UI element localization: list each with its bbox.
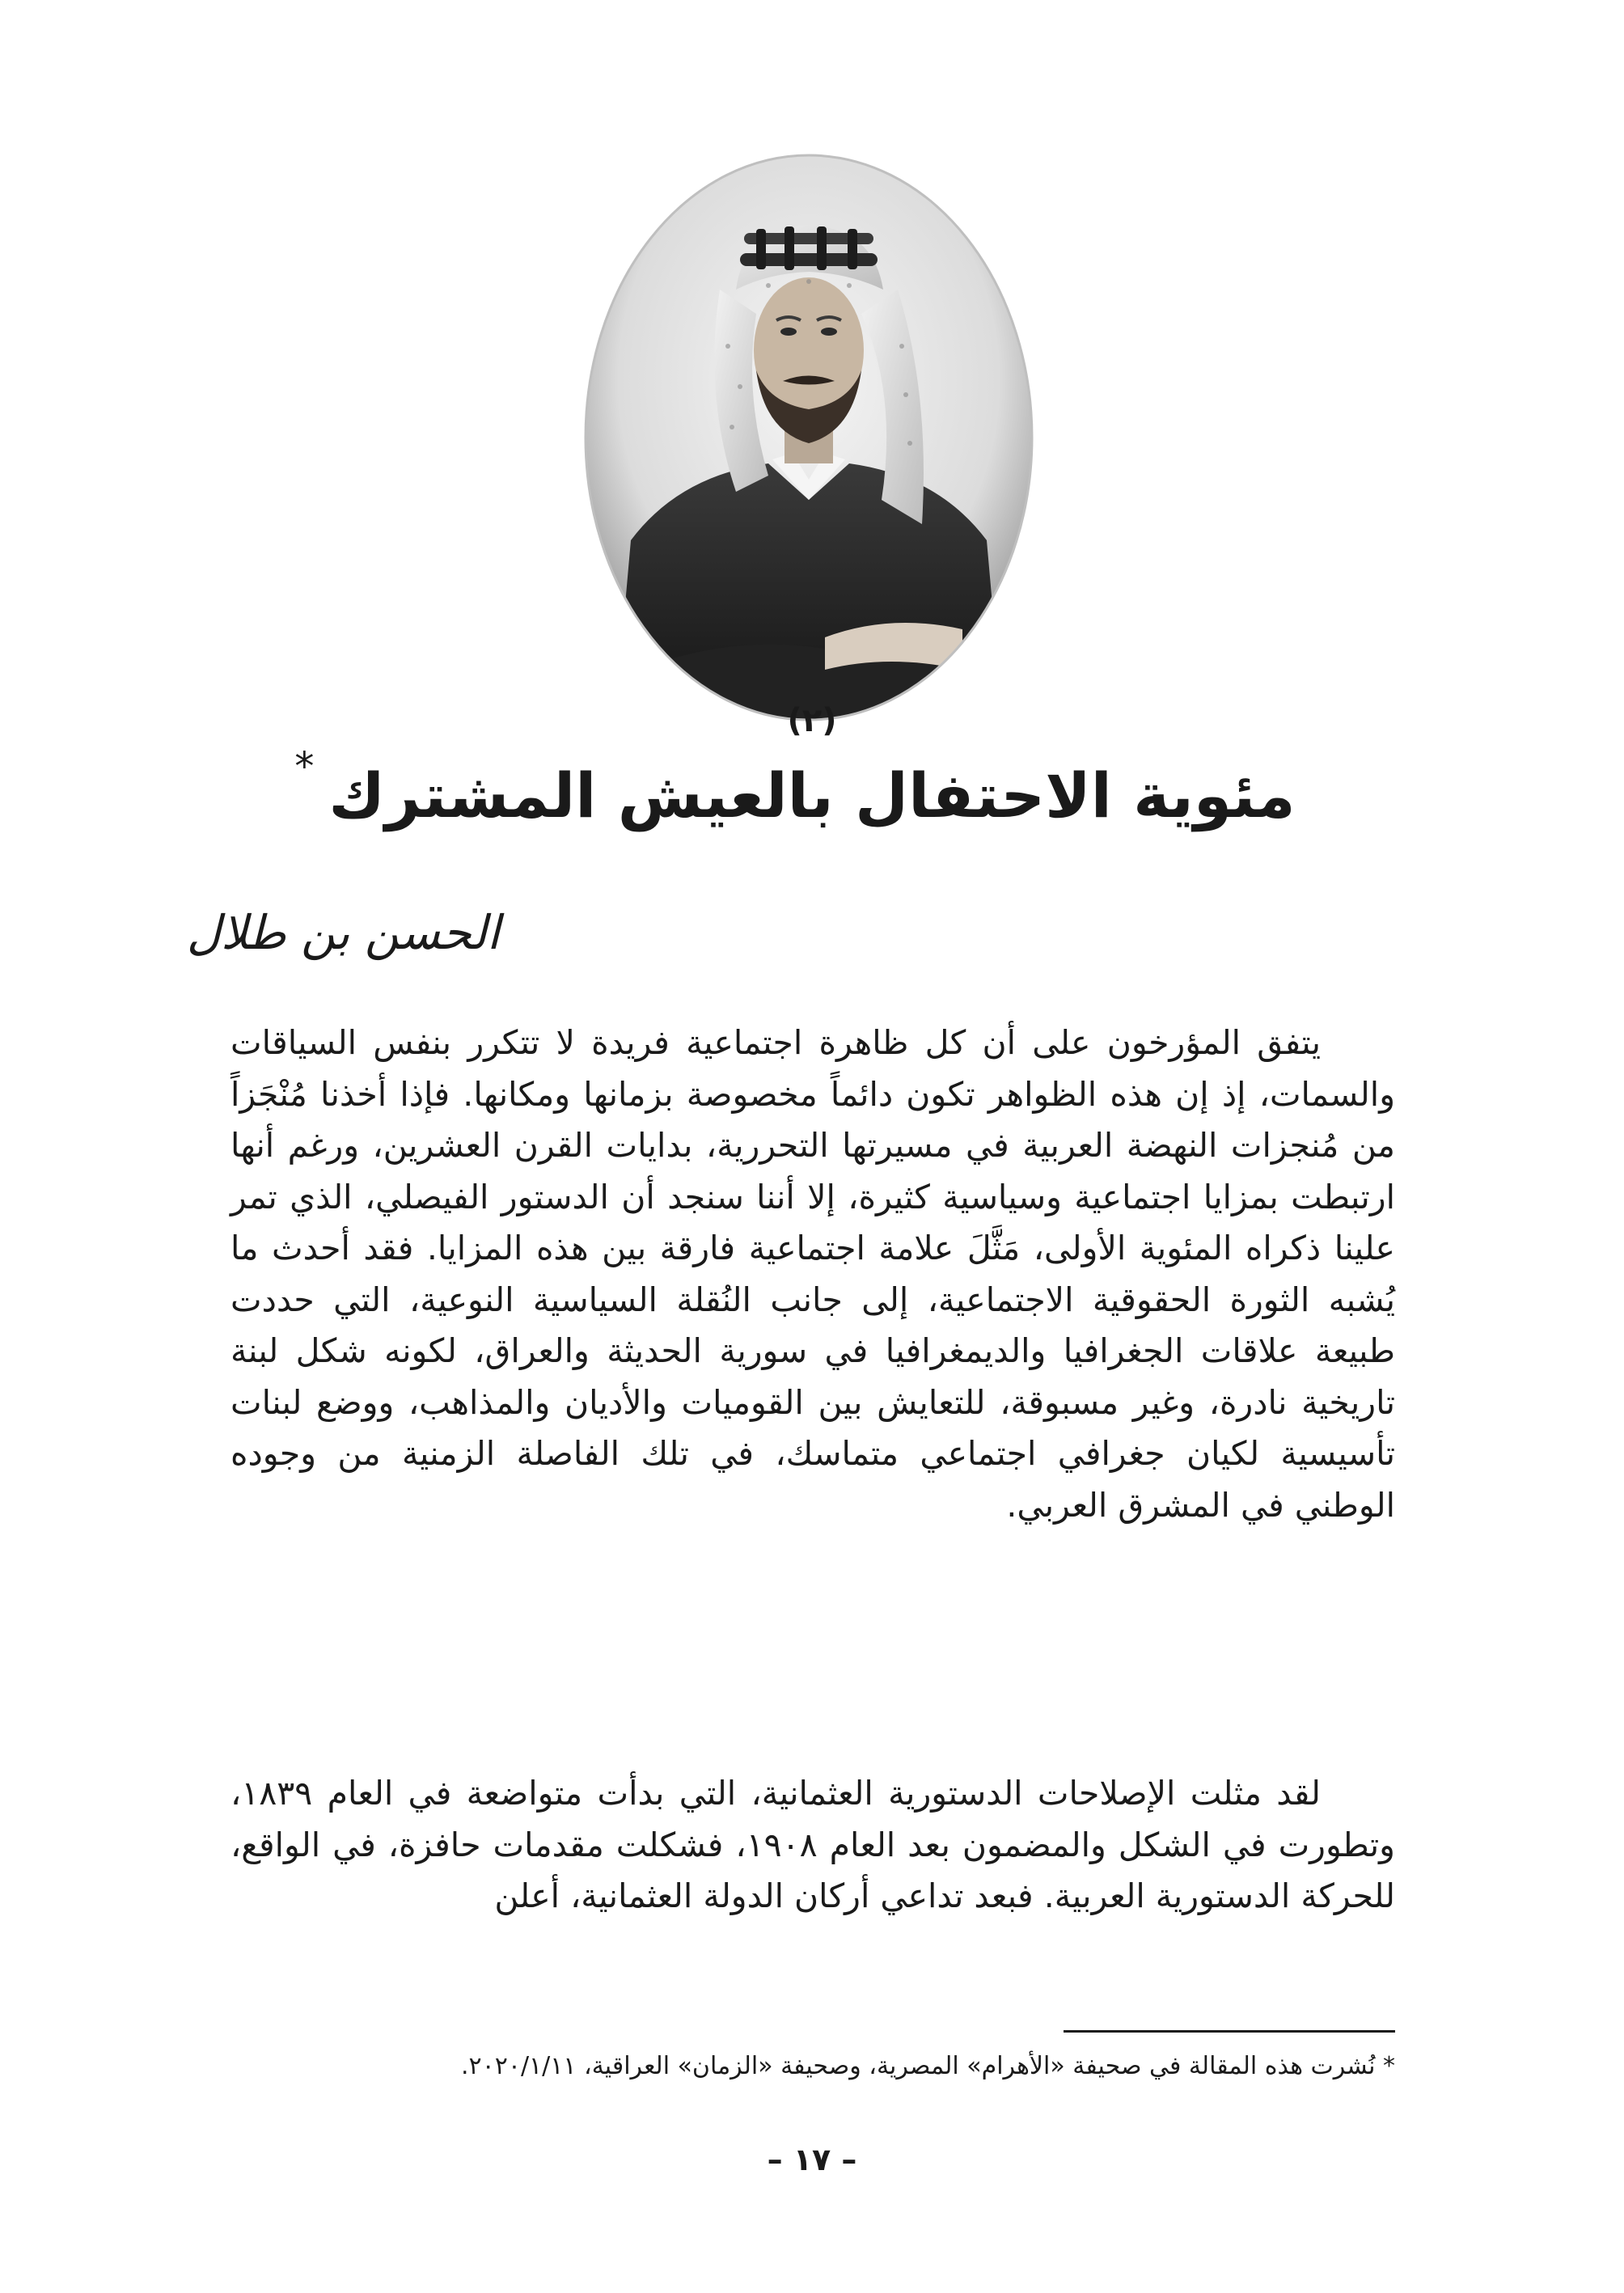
- author-signature: [186, 888, 500, 977]
- footnote-marker: *: [294, 744, 315, 789]
- footnote: * نُشرت هذه المقالة في صحيفة «الأهرام» المصرية، وصحيفة «الزمان» العراقية، ٢٠٢٠/١/١١.: [460, 2052, 1395, 2080]
- paragraph-1: يتفق المؤرخون على أن كل ظاهرة اجتماعية فريدة لا تتكرر بنفس السياقات والسمات، إذ إن هذه الظواهر تكون دائماً مخصوصة بزمانها ومكانها. فإذا أخذنا مُنْجَزاً من مُنجزات النهضة العربية في مسيرتها التحررية، بدايات القرن العشرين، ورغم أنها ارتبطت بمزايا اجتماعية وسياسية كثيرة، إلا أننا سنجد أن الدستور الفيصلي، الذي تمر علينا ذكراه المئوية الأولى، مَثَّلَ علامة اجتماعية فارقة بين هذه المزايا. فقد أحدث ما يُشبه الثورة الحقوقية الاجتماعية، إلى جانب النُقلة السياسية النوعية، التي حددت طبيعة علاقات الجغرافيا والديمغرافيا في سورية الحديثة والعراق، لكونه شكل لبنة تاريخية نادرة، وغير مسبوقة، للتعايش بين القوميات والأديان والمذاهب، ووضع لبنات تأسيسية لكيان جغرافي اجتماعي متماسك، في تلك الفاصلة الزمنية من وجوده الوطني في المشرق العربي.: [230, 1023, 1395, 1525]
- chapter-title: مئوية الاحتفال بالعيش المشترك: [328, 759, 1296, 831]
- portrait-image: [582, 152, 1035, 723]
- footnote-divider: [1064, 2030, 1395, 2033]
- title-container: [0, 744, 1624, 832]
- portrait-photo: [582, 152, 1035, 723]
- signature-text: الحسن بن طلال: [186, 905, 500, 960]
- chapter-title-block: [294, 744, 1296, 832]
- page-number: – ١٧ –: [767, 2142, 857, 2177]
- paragraph-2: لقد مثلت الإصلاحات الدستورية العثمانية، التي بدأت متواضعة في العام ١٨٣٩، وتطورت في الشكل والمضمون بعد العام ١٩٠٨، فشكلت مقدمات حافزة، في الواقع، للحركة الدستورية العربية. فبعد تداعي أركان الدولة العثمانية، أعلن: [230, 1774, 1395, 1915]
- chapter-number: (٢): [787, 702, 837, 739]
